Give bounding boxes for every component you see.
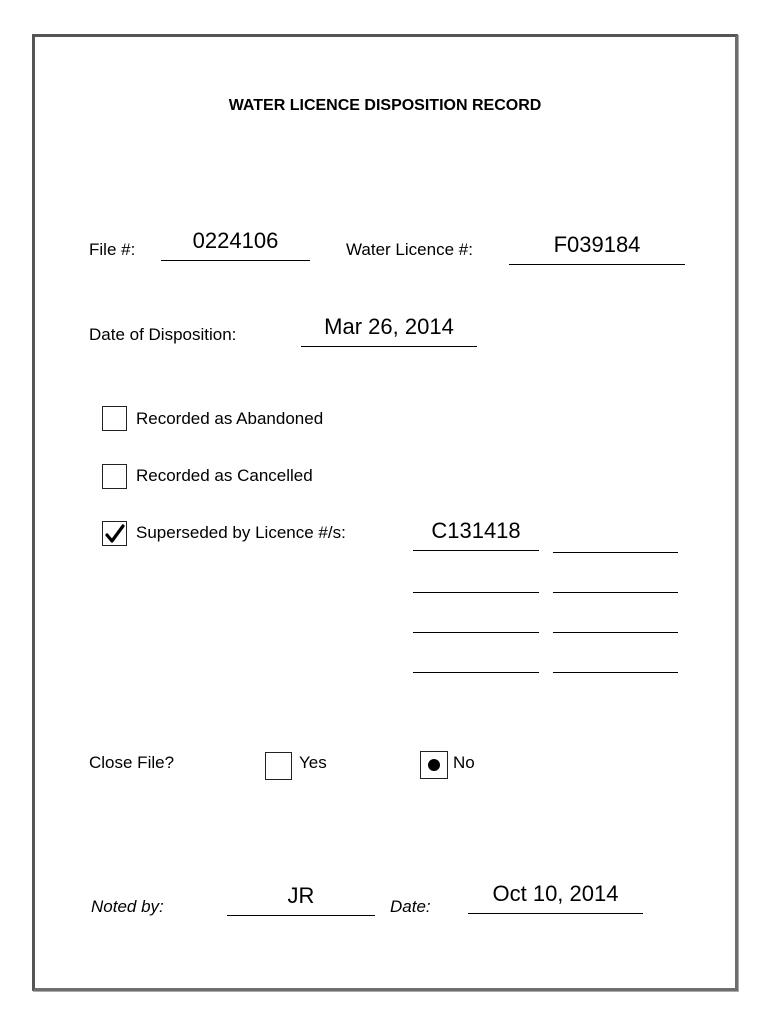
noted-date-underline: [468, 913, 643, 914]
noted-date-label: Date:: [390, 897, 431, 916]
disposition-date-underline: [301, 346, 477, 347]
close-file-no-checkbox[interactable]: [420, 751, 448, 779]
filled-circle-icon: [421, 752, 447, 778]
abandoned-label: Recorded as Abandoned: [136, 409, 324, 428]
form-title: WATER LICENCE DISPOSITION RECORD: [228, 97, 542, 114]
water-licence-label: Water Licence #:: [346, 240, 473, 259]
superseded-licence-line-2: [553, 552, 678, 553]
noted-date-value[interactable]: Oct 10, 2014: [492, 881, 619, 906]
close-file-yes-label: Yes: [299, 753, 327, 772]
superseded-licence-1[interactable]: C131418: [431, 518, 521, 543]
superseded-licence-line-5: [413, 632, 539, 633]
cancelled-label: Recorded as Cancelled: [136, 466, 313, 485]
cancelled-checkbox[interactable]: [102, 464, 127, 489]
superseded-licence-line-6: [553, 632, 678, 633]
superseded-licence-line-8: [553, 672, 678, 673]
water-licence-value[interactable]: F039184: [553, 232, 641, 257]
file-number-underline: [161, 260, 310, 261]
superseded-licence-line-1: [413, 550, 539, 551]
noted-by-label: Noted by:: [91, 897, 164, 916]
water-licence-underline: [509, 264, 685, 265]
file-number-value[interactable]: 0224106: [192, 228, 279, 253]
noted-by-underline: [227, 915, 375, 916]
superseded-licence-line-3: [413, 592, 539, 593]
abandoned-checkbox[interactable]: [102, 406, 127, 431]
noted-by-value[interactable]: JR: [287, 883, 315, 908]
close-file-label: Close File?: [89, 753, 175, 772]
file-number-label: File #:: [89, 240, 136, 259]
disposition-date-label: Date of Disposition:: [89, 325, 237, 344]
superseded-checkbox[interactable]: [102, 521, 127, 546]
close-file-no-label: No: [453, 753, 475, 772]
close-file-yes-checkbox[interactable]: [265, 752, 292, 780]
form-border: [32, 34, 738, 991]
disposition-date-value[interactable]: Mar 26, 2014: [324, 314, 454, 339]
checkmark-icon: [103, 522, 126, 545]
superseded-licence-line-4: [553, 592, 678, 593]
superseded-licence-line-7: [413, 672, 539, 673]
superseded-label: Superseded by Licence #/s:: [136, 523, 346, 542]
